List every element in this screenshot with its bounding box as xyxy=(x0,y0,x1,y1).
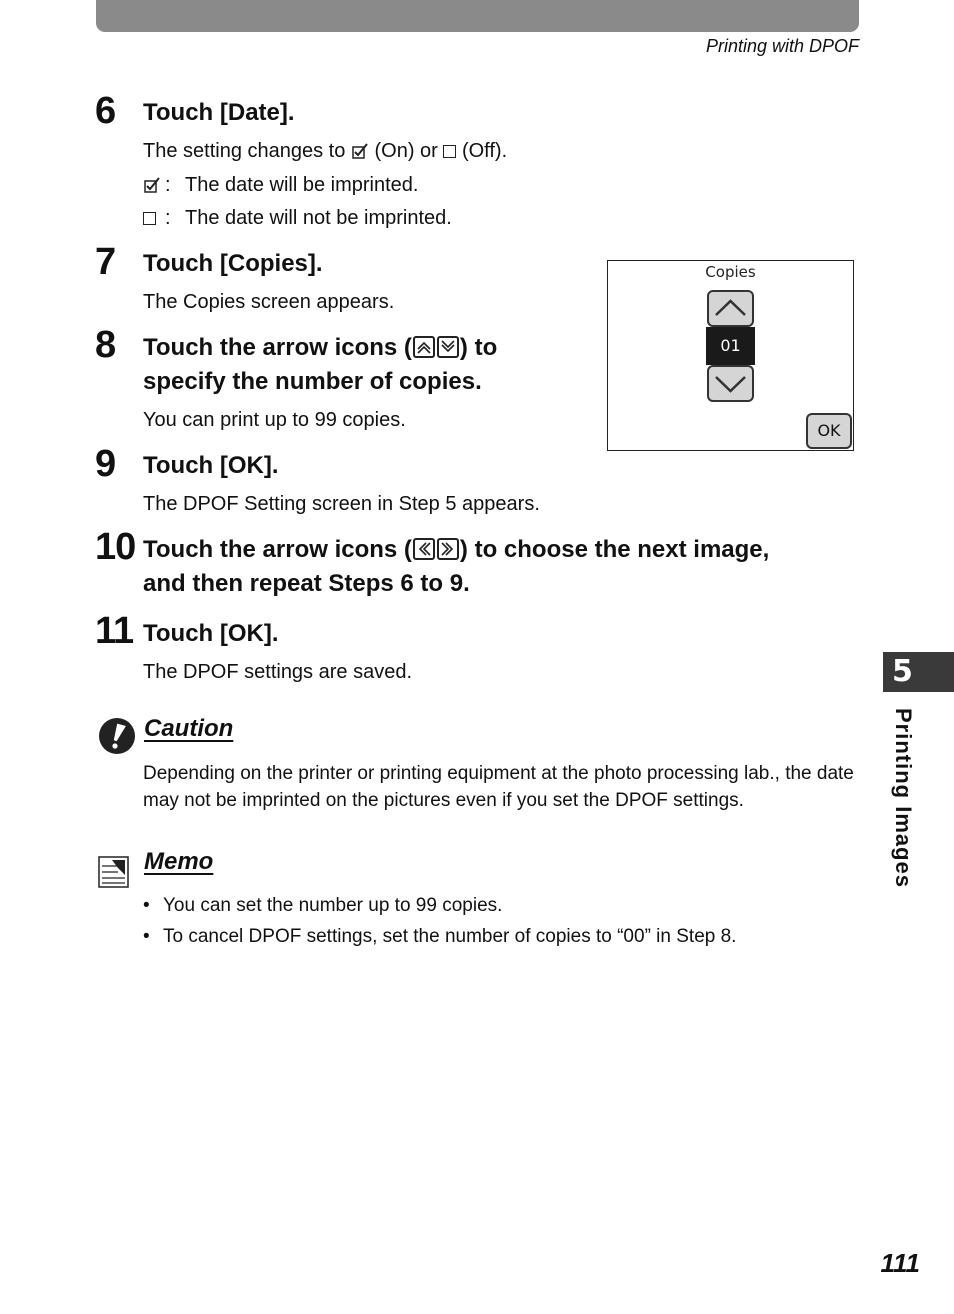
step-8-title-line2: specify the number of copies. xyxy=(143,368,482,395)
checkbox-off-icon xyxy=(143,206,165,230)
caution-text: Depending on the printer or printing equipment at the photo processing lab., the date may not be imprinted on the pictures even if you set the DPOF settings. xyxy=(143,763,854,811)
copies-screen-title: Copies xyxy=(705,263,756,281)
step-number-8: 8 xyxy=(95,324,116,366)
bullet: • xyxy=(143,895,150,916)
colon: : xyxy=(165,207,171,229)
date-setting-line xyxy=(143,139,507,163)
memo-heading: Memo xyxy=(144,848,214,875)
date-line-pre: The setting changes to xyxy=(143,140,346,162)
chapter-tab: 5 xyxy=(883,652,954,692)
date-line-on: (On) or xyxy=(374,140,438,162)
step-number-7: 7 xyxy=(95,241,116,283)
memo-item xyxy=(143,925,736,949)
step-7-title: Touch [Copies]. xyxy=(143,250,323,277)
page-number: 111 xyxy=(880,1248,920,1278)
checkbox-on-icon xyxy=(143,173,165,197)
memo-item xyxy=(143,894,502,918)
arrow-right-icon xyxy=(437,538,459,560)
chevron-down-icon xyxy=(709,367,752,400)
date-off-text: The date will not be imprinted. xyxy=(185,207,452,229)
step-number-9: 9 xyxy=(95,443,116,485)
caution-heading: Caution xyxy=(144,715,234,742)
step-6-title: Touch [Date]. xyxy=(143,99,295,126)
arrow-up-button[interactable] xyxy=(707,290,754,327)
checkbox-off-icon xyxy=(443,145,456,158)
memo-item-text: You can set the number up to 99 copies. xyxy=(163,895,503,916)
date-line-off: (Off). xyxy=(461,140,508,162)
arrow-left-icon xyxy=(413,538,435,560)
arrow-up-icon xyxy=(413,336,435,358)
running-head: Printing with DPOF xyxy=(705,36,859,56)
colon: : xyxy=(165,174,171,196)
step-number-6: 6 xyxy=(95,90,116,132)
step-8-title xyxy=(143,331,497,399)
ok-button[interactable]: OK xyxy=(806,413,852,449)
date-on-row xyxy=(143,173,418,197)
caution-icon xyxy=(98,717,136,755)
arrow-down-icon xyxy=(437,336,459,358)
arrow-down-button[interactable] xyxy=(707,365,754,402)
copies-value: 01 xyxy=(706,327,755,365)
step-11-title: Touch [OK]. xyxy=(143,620,279,647)
header-bar xyxy=(96,0,859,32)
chevron-up-icon xyxy=(709,292,752,325)
memo-icon xyxy=(98,856,129,888)
date-off-row xyxy=(143,206,452,230)
bullet: • xyxy=(143,926,150,947)
memo-item-text: To cancel DPOF settings, set the number of copies to “00” in Step 8. xyxy=(163,926,737,947)
step-10-title xyxy=(143,533,769,601)
step-9-title: Touch [OK]. xyxy=(143,452,279,479)
step-11-text: The DPOF settings are saved. xyxy=(143,661,413,683)
step-number-10: 10 xyxy=(95,526,136,568)
copies-screen xyxy=(607,260,854,451)
checkbox-on-icon xyxy=(351,140,369,162)
step-8-text: You can print up to 99 copies. xyxy=(143,409,406,431)
step-number-11: 11 xyxy=(95,610,134,652)
step-8-title-post: ) to xyxy=(459,334,498,361)
step-7-text: The Copies screen appears. xyxy=(143,291,395,313)
chapter-title: Printing Images xyxy=(891,708,916,889)
step-10-title-pre: Touch the arrow icons ( xyxy=(143,536,412,563)
step-9-text: The DPOF Setting screen in Step 5 appears. xyxy=(143,493,540,515)
step-8-title-pre: Touch the arrow icons ( xyxy=(143,334,412,361)
step-10-title-post: ) to choose the next image, xyxy=(459,536,770,563)
step-10-title-line2: and then repeat Steps 6 to 9. xyxy=(143,570,470,597)
date-on-text: The date will be imprinted. xyxy=(185,174,419,196)
